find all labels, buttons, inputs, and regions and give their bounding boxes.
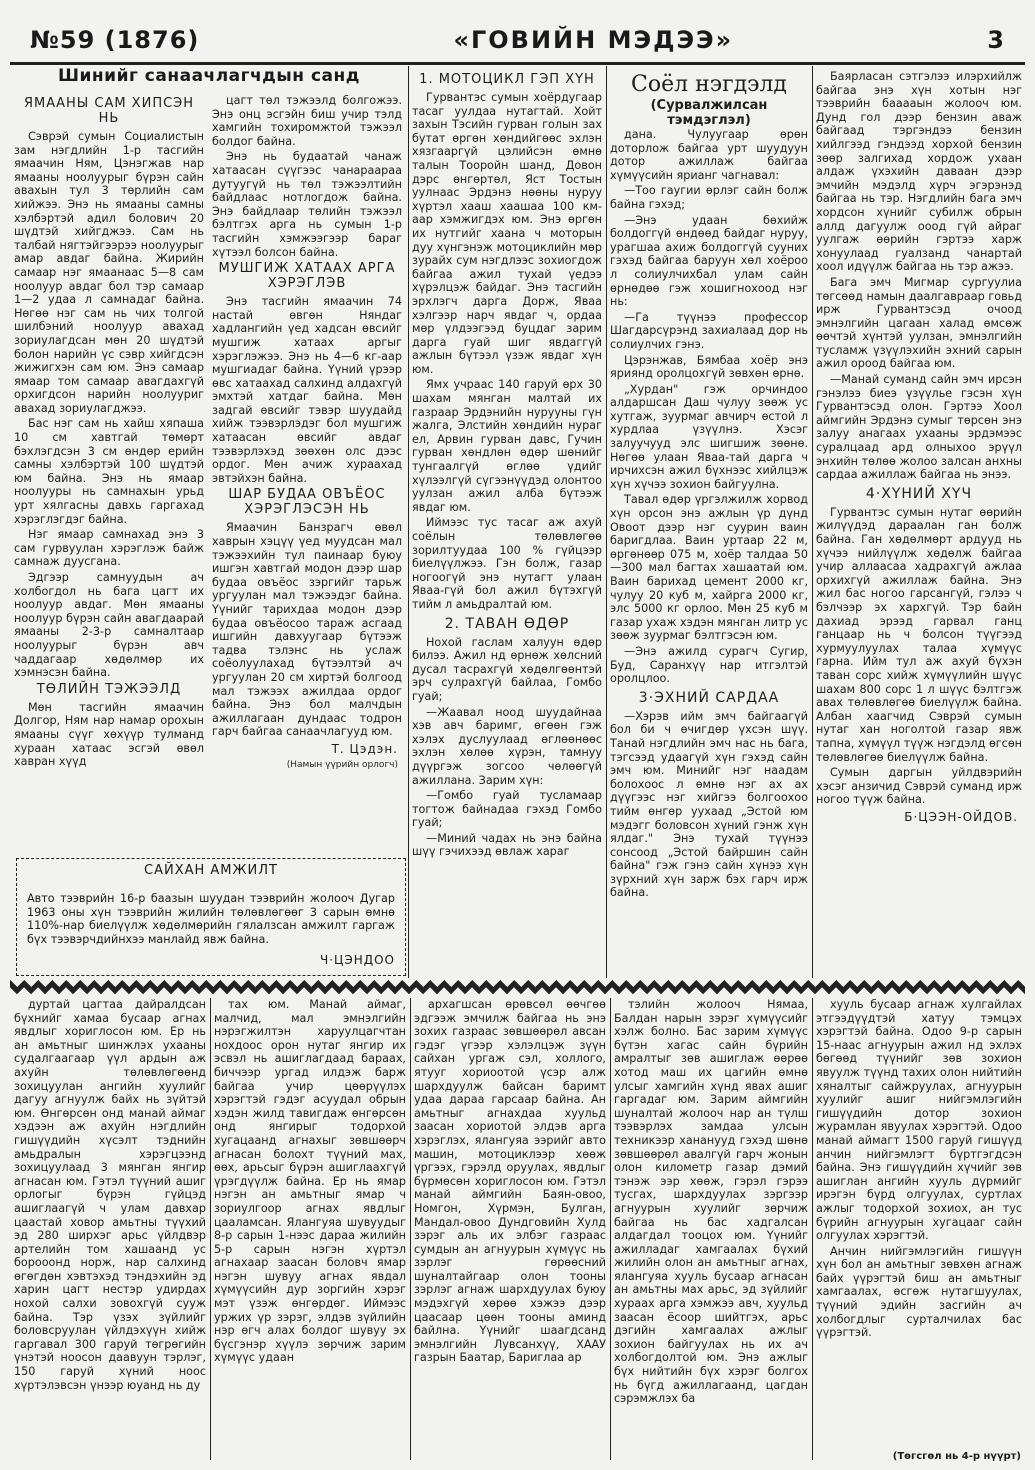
paragraph: „Хурдан" гэж орчиндоо алдаршсан Даш чулуу зөөж ус хутгаж, зуурмаг авчирч өстой л хурдлаа үзүүлнэ. Хэсэг залуучууд элс шигшиж зөөнө. Нөгөө улаан Яваа-тай дарга ч ирчихсэн ажил бүхнээс хийлцэж хүн хүчээ зохион байгуулна.: [610, 382, 808, 491]
box-text: Авто тээврийн 16-р баазын шуудан тээврийн жолооч Дугар 1963 оны хүн тээврийн жилийн төлөвлөгөөг 3 сарын өмнө 110%-нар биелүүлж хөдөлмөрийн гялалзсан амжилт гаргаж бүх тээвэрчдийнхээ манлайд явж байна.: [27, 892, 395, 946]
paragraph: Иймээс тус тасаг аж ахуй соёлын төлөвлөгөө зорилтуудаа 100 % гүйцээр биелүүлжээ. Гэн болж, газар ногоогүй энэ нутагт улаан Яваа-гүй бол ажил бүтэхгүй тийм л амьдралтай юм.: [412, 516, 602, 611]
issue-number: №59 (1876): [30, 26, 200, 54]
column-divider: [210, 998, 211, 1460]
article-title: 2. ТАВАН ӨДӨР: [444, 615, 570, 632]
paragraph: Нэг ямаар самнахад энэ 3 сам гурвуулан хэрэглэж байж самнаж дуусгана.: [14, 528, 204, 569]
lower-column-3: [414, 998, 606, 1458]
paragraph: —Тоо гаугии өрлэг сайн болж байна гэхэд;: [610, 184, 808, 211]
column-d: [610, 70, 808, 976]
page-number: 3: [987, 26, 1005, 54]
column-divider: [812, 998, 813, 1460]
paragraph: дуртай цагтаа дайралдсан бүхнийг хамаа бусаар агнах явдлыг хориглосон юм. Ер нь ан амьтныг шинжлэх ухааны судалгаагаар үүл ардын аж ахуйн төлөвлөгөөнд зохицуулан ангийн хуулийг дагуу агнуулж байх нь зүйтэй юм. Өнгөрсөн онд манай аймаг хэдээн аж ахуйн нэгдлийн гишүүдийн хүсэлт тэднийн амьдралын хэрэгцээнд зохицуулаад 3 мянган янгир агнасан юм. Гэтэл түүний ашиг орлогыг бүрэн гүйцэд ашиглаагүй ч улам давхар цаастай ховор амьтны түүхий эд 280 ширхэг арьс үйлдвэр артелийн том хашаанд ус борооонд норж, нар салхинд өгөгдөн хэвтэхэд тэндэхийн эд харин цагт нестэр удирдах нохой салхи зовохгүй сууж байна. Тэр үзэх зүйлийг боловсруулан үйлдэхүүн хийж гаргавал 300 гаруй төгрөгийн үнэтэй ноосон даавуун тэрлэг, 150 гаруй хүний ноос хүртэлэвсэн үнээр юуанд нь ду: [14, 998, 206, 1392]
paragraph: Сумын даргын уйлдвэрийн хэсэг анзичид Сэврэй суманд ирж ногоо түүж байна.: [816, 766, 1022, 807]
feature-title: Соёл нэгдэлд: [631, 72, 787, 97]
column-divider: [812, 66, 813, 978]
lower-column-4: [614, 998, 808, 1458]
article-title: ЯМААНЫ САМ ХИПСЭН НЬ: [23, 96, 195, 126]
column-divider: [610, 998, 611, 1460]
signature: Т. Цэдэн.: [331, 741, 398, 756]
paragraph: —Жаавал ноод шуудайнаа хэв авч баримг, өгөөн гэж хэлэх дуслуулаад өглөөнөөс эхлэн хөлөө хүрэн, тамнуу дүүргэж зогсоо чөлөөгүй ажиллана. Зарим хүн:: [412, 705, 602, 787]
column-divider: [410, 998, 411, 1460]
box-title: САЙХАН АМЖИЛТ: [144, 863, 278, 878]
paragraph: —Хэрэв ийм эмч байгаагүй бол би ч өчигдөр үхсэн шүү. Танай нэгдлийн эмч нас нь бага, тэгсээд удаагүй хүн гэхэд сайн эмч юм. Минийг нэг наадам болохоос л өмнө нэг ах ах дүүгээс нэг хийгээ болгоохоо тийм өнгөр уухаад „Эстой юм мэдэгг боловсон хүний гэнж хүн ялдаг." Энэ тухай түүнээ сонсоод „Эстой байршин сайн байна" гэж гэнэ сайн хүнээ хүн зүрхний хүн зарж бэх гарч ирж байна.: [610, 709, 808, 900]
box-signature: Ч·ЦЭНДОО: [319, 953, 395, 967]
signature-note: (Намын үүрийн орлогч): [286, 759, 398, 770]
newspaper-title: «ГОВИЙН МЭДЭЭ»: [453, 26, 734, 54]
paragraph: —Манай суманд сайн эмч ирсэн гэнэлээ биеэ үзүүлье гэсэн хүн Гурвантэсэд олон. Гэртээ Хоол аймгийн Эрдэнэ сумыг төрсөн энэ залуу анагаах ухааны эрдэмээс суралцаад ард олныхоо эрүүл энхийн төлөө жолоо залсан анхны сардаа ажиллаж байгаа нь энээ.: [816, 373, 1022, 482]
paragraph: Энэ тасгийн ямаачин 74 настай өвгөн Няндаг хадлангийн үед хадсан өвсийг мушгиж хатаах аргыг хэрэглэжээ. Энэ нь 4—6 кг-аар мушгиадаг байна. Үүний үрээр өвс хатаахад салхинд алдахгүй эмхтэй хатдаг байна. Мөн задгай өвсийг тэвэр шуудайд хийж тээвэрлэдэг бол мушгиж хатаасан өвсийг авдаг тээвэрлэхэд зөөхөн олс дээс ордог. Мөн ачиж хураахад эвтэйхэн байна.: [212, 295, 402, 485]
paragraph: —Гомбо гуай тусламаар тогтож байнадаа гэхэд Гомбо гуай;: [412, 789, 602, 830]
paragraph: Цэрэнжав, Бямбаа хоёр энэ яриянд оролцохгүй зөвхөн өрнө.: [610, 353, 808, 381]
paragraph: Гурвантэс сумын хоёрдугаар тасаг уулдаа нутагтай. Хойт захын Тэсийн гурван голын зах бутат өргөн хөндийгөөс эхлэн хязгааргүй цэлийсэн өмнө талын Тооройн шанд, Довон дэрс өнгөртөл, Яст Тостын уулнаас Эрдэнэ нөөны нуруу хүртэл хааш хаашаа 100 км-аар хэмжигдэх юм. Энэ өргөн их нутгийг хаана ч моторын дуу хүнгэнэж мотоциклийн мөр зурайх сум нэгдлээс зохиогдож байгаа ажил тухай үедээ хүрэлцэж байдаг. Энэ тасгийн эрхлэгч дарга Дорж, Яваа хэлгээр нарч явдаг ч, ордаа мөр үлдээгээд буцдаг зарим дарга гуай шиг явдаггүй ажлын бүтээл үзэж явдаг хүн юм.: [412, 91, 602, 376]
paragraph: архагшсан өрөвсөл өөчгөө эдгээж эмчилж байгаа нь энэ зохих газраас зөвшөөрөл авсан гэдэг үгээр хэлэлцэж зүүн сайхан ургаж сэл, холлого, ятууг хориоотой үсэр алж шархдуулж байсан баримт удаа дараа гарсаар байна. Ан амьтныг агнахдаа хуульд заасан хориотой элдэв арга хэрэглэх, ялангуяа ээрийг авто машин, мотоциклээр хөөж үргээх, гэрэлд оруулах, явдлыг бүрмөсөн хориглосон юм. Гэтэл манай аймгийн Баян-овоо, Номгон, Хүрмэн, Булган, Мандал-овоо Дундговийн Хулд зэрэг аль их элбэг газраас сумдын ан агнуурын хүмүүс нь зэрлэг гөрөөсний шуналтайгаар олон тооны зэрлэг агнаж шархдуулах буюу мэдэхгүй хөрөө хэжээ дээр цаасаар цөөн тооны аминд байлна. Үүнийг шаагдсанд эмнэлгийн Лувсанхүү, ХААУ газрын Баатар, Бариглаа ар: [414, 998, 606, 1365]
paragraph: Бас нэг сам нь хайш хяпаша 10 см хавтгай төмөрт бэхлэгдсэн 3 см өндөр ерийн самны хэлбэртэй 100 шүдтэй юм байна. Энэ нь ямаар ноолууры нь самнахын урьд урт хялгасны давхь гаргахад хэрэглэгдэг байна.: [14, 417, 204, 526]
paragraph: Анчин нийгэмлэгийн гишүүн хүн бол ан амьтныг зөвхөн агнаж байх үүрэгтэй биш ан амьтныг хамгаалах, өсгөж нутагшуулах, түүний эдийн засгийн ач холбогдлыг сурталчилах бас үүрэгтэй.: [816, 1244, 1022, 1340]
paragraph: Нохой гаслам халуун өдөр билээ. Ажил нд өрнөж хөлсний дусал тасрахгүй хөдөлгөөнтэй эрч сулрахгүй байлаа, Гомбо гуай;: [412, 635, 602, 703]
column-e: [816, 70, 1022, 976]
paragraph: Тавал өдөр үргэлжилж хорвод хүн орсон энэ ажлын үр дүнд Овоот дээр нэг суурин ваин баригдлаа. Ваин уртаар 22 м, өргөнөөр 075 м, хоёр талдаа 50—300 мал багтах хашаатай юм. Ваин барихад цемент 2000 кг, чулуу 20 куб м, хайрга 2000 кг, элс 5000 кг орлоо. Мөн 25 куб м газар ухаж хэдэн мянган литр ус зөөж зуурмаг бэлтгэсэн юм.: [610, 493, 808, 643]
lower-column-1: [14, 998, 206, 1458]
column-divider: [408, 66, 409, 978]
paragraph: дана. Чулуугаар өрөн доторлож байгаа урт шуудуун дотор ажиллаж байгаа хүмүүсийн ярианг чагнавал:: [610, 128, 808, 182]
article-title: 1. МОТОЦИКЛ ГЭП ХҮН: [419, 72, 595, 87]
paragraph: —Энэ ажилд сурагч Сугир, Буд, Саранхүү нар итгэлтэй оролцлоо.: [610, 644, 808, 686]
paragraph: —Энэ удаан бөхийж болдоггүй өндөөд байдаг нуруу, урагшаа ахиж болдоггүй сууних гэхэд байгаа баруун хөл хоёроо л солиулчихбал улам сайн өрнөдөө гэж хошигнохоод нэг нь:: [610, 213, 808, 309]
paragraph: хууль бусаар агнаж хулгайлах этгээдүүдтэй хатуу тэмцэх хэрэгтэй байна. Одоо 9-р сарын 15-наас агнуурын ажил нд эхлэх бөгөөд түүнийг зөв зохион явуулж түүнд тахих олон нийтийн хяналтыг сайжруулах, агнуурын хуулийг ашиг нийгэмлэгийн гишүүдийн дотор зохион журамлан явуулах хэрэгтэй. Одоо манай аймагт 1500 гаруй гишүүд анчин нийгэмлэгт бүртгэгдсэн байна. Энэ гишүүдийн хүчийг зөв ашиглан ангийн хууль дүрмийг ирэгэн бүрд олгуулах, суртлах ажлыг тодорхой зохиох, ан тус бүрийн агнуурын хугацааг сайн олгуулах хэрэгтэй.: [816, 998, 1022, 1243]
achievement-box: [16, 858, 406, 976]
paragraph: —Га түүнээ профессор Шагдарсүрэнд захиалаад дор нь солиулчих гэнэ.: [610, 310, 808, 351]
paragraph: Баярласан сэтгэлээ илэрхийлж байгаа энэ хүн хотын нэг тээврийн бааааын жолооч юм. Дунд гол дээр бензин аваж байгаад тэргэндээ бензин хийлгээд гэндээд хорхой бензин зөөр залгихад хордож ухаан алдаж үхэхийн даваан дээр эмчийн мэдэлд хүрч эгэрэнэд байгаа нь тэр. Нэгдлийн бага эмч хордсон хүнийг субилж обрын аллд дагуулж ооод гүй айраг уулгаж өөрийн гэртээ харж хонуулаад гуалзанд чанартай хоол идүүлж байгаа нь тэр ажээ.: [816, 70, 1022, 274]
paragraph: тэлийн жолооч Нямаа, Балдан нарын зэрэг хүмүүсийг хэлж болно. Бас зарим хүмүүс бүтэн хагас сайн бүрийн амралтыг зөв ашиглаж өөрөө хотод маш их цагийн өмнө улсыг хамгийн хүнд явах ашиг гаргадаг юм. Зарим аймгийн шуналтай жолооч нар ан түлш тээвэрлэх замдаа улсын техникээр хананууд гэхэд шөнө зөвшөөрөл авалгүй гарч жонын олон километр газар дэмий тэнэж ээр хөөж, гэрэл гэрээ тусгах, шархдуулах зэргээр агнуурын хуулийг зөрчиж байгаа нь бас хадгалсан алдагдал тооцох юм. Үүнийг ажилладаг хамгаалах бүхий жилийн олон ан амьтныг агнах, ялангуяа хууль бусаар агнасан ан амьтны мах арьс, эд зүйлийг хураах арга хэмжээ авч, хуульд заасан ёсоор шийтгэх, арьс дэгийн хамгаалах ажлыг зохион байгуулах нь их ач холбогдолтой юм. Энэ ажлыг бүх нийтийн бүх хэрэг болгох нь бүгд ажиллагаанд, цагдан сэрэмжлэх ба: [614, 998, 808, 1406]
article-title: 4·ХҮНИЙ ХҮЧ: [865, 485, 973, 502]
masthead-rule: [10, 62, 1025, 65]
column-c: [412, 70, 602, 976]
feature-subtitle: (Сурвалжилсан тэмдэглэл): [650, 98, 768, 128]
paragraph: Энэ нь будаатай чанаж хатаасан сүүгээс чанараараа дутуугүй нь төл тэжээлтийн байдлаас нотлогдож байна. Энэ байдлаар төлийн тэжээл бэлтгэх арга нь сумын 1-р тасгийн хэмжээгээр бараг хүтээл болсон байна.: [212, 150, 402, 259]
lower-column-5: [816, 998, 1022, 1438]
column-b: [212, 94, 402, 854]
article-title: МУШГИЖ ХАТААХ АРГА ХЭРЭГЛЭВ: [218, 261, 396, 292]
paragraph: Мөн тасгийн ямаачин Долгор, Ням нар намар орохын ямааны сүүг хөхүүр тулманд хураан хатаас эсгэй өвөл хавран хүүд: [14, 700, 204, 769]
paragraph: Ямаачин Банзрагч өвөл хаврын хэцүү үед муудсан мал тэжээхийн тул паинаар буюу ишгэн хавтгай модон дээр шар будаа овъёос зэргийг тарьж ургуулан мал тэжээдэг байна. Үүнийг тарихдаа модон дээр будаа овъёосоо тараж асгаад ишгийн давхуугаар бүтээж тадва тэлэнс нь услаж соёолуулахад бүтээлтэй ач ургуулан 20 см хиртэй болгоод мал тэжээх ажилдаа ордог байна. Энэ бол малчдын ажиллагаан дундаас тодрон гарч байгаа санаачлагууд юм.: [212, 521, 402, 739]
article-title: 3·ЭХНИЙ САРДАА: [638, 689, 780, 706]
paragraph: —Миний чадах нь энэ байна шүү гэчихээд өвлаж хараг: [412, 831, 602, 859]
article-title: ШАР БУДАА ОВЪЁОС ХЭРЭГЛЭСЭН НЬ: [228, 487, 386, 518]
decorative-border: [10, 980, 1025, 994]
masthead: [30, 22, 1005, 58]
paragraph: Ямх учраас 140 гаруй өрх 30 шахам мянган малтай их газраар Эрдэнийн нурууны гүн жалга, Элстийн хөндийн нураг ел, Арвин гурван давс, Гучин гурван хөндлөн өдөр шөнийг тунгаалгүй өглөө үдийг хүлээлгүй сүгээнүүдэд олонтоо уулзан ажил алба бүтээж явдаг юм.: [412, 378, 602, 514]
paragraph: Бага эмч Мигмар сургуулиа төгсөөд намын даалгавраар говьд ирж Гурвантэсэд очоод эмнэлгийн цагаан халад өмсөж өөчтэй хүнтэй уулзан, эмнэлгийн тусламж үзүүлэхийн эхний сарын ажил ороод байгаа юм.: [816, 275, 1022, 371]
paragraph: Гурвантэс сумын нутаг өөрийн жилүүдэд дараалан ган болж байна. Ган хөдөлмөрт ардууд нь хүчээ нийлүүлж хөдөлж байгаа учир аллаасаа хадрахгүй ажлаа орхихгүй ажиллаж байна. Энэ жил бас ногоо гарсангүй, гэлээ ч бэлчээр эх хархгүй. Тэр байн дахиад эрээд гарвал ганц ганцаар нь ч болсон түүгээд хурмуулуулах талаа хүмүүс гарна. Ийм тул аж ахуй бүхэн таван сорс хийж хүмүүлийн шүүс шахам 800 сорс 1 л шүүс бэлтгэж авах төлөвлөгөө биелүүлж байна. Албан хаагчид Сэврэй сумын нутаг хан ноголтой газар явж тапна, хүмүүл түүж нэгдэлд өгсөн төлөвлөгөө биелүүлж байна.: [816, 505, 1022, 764]
article-title: ТӨЛИЙН ТЭЖЭЭЛД: [36, 681, 182, 697]
lower-column-2: [214, 998, 406, 1458]
continuation-note: (Төгсгөл нь 4-р нүүрт): [892, 1451, 1021, 1462]
section-heading: Шинийг санаачлагчдын санд: [58, 66, 360, 86]
paragraph: тах юм. Манай аймаг, малчид, мал эмнэлгийн нэрэгжилтэн харуулцагчтан нохдоос орон нутаг янгир их эсвэл нь ашиглагдаад бараах, биччээр ургад илдэж барж байгаа учир цөөрүүлэх хэрэгтэй гэдэг асуудал обрын хэдэн жилд тавигдаж өнгөрсөн онд янгирыг тодорхой хугацаанд агнахыг зөвшөөрч агнасан болохт түүний мах, өөх, арьсыг бүрэн ашиглаахгүй үрэгдүүлж байна. Ер нь ямар нэгэн ан амьтныг ямар ч зориулгоор агнах явдлыг цааламсан. Ялангуяа шувуудыг 8-р сарын 1-нээс дараа жилийн 5-р сарын нэгэн хүртэл агнахаар заасан боловч ямар нэгэн шувуу агнах явдал хүмүүсийн дур зоргийн хэрэг мэт үзэж өнгөрдөг. Иймээс уржих үр зэрэг, элдэв зүйлийн нэр өгч алах болдог шувуу эх бүсгэнэр хүүлэ зөрчиж зарим хүмүүс удаан: [214, 998, 406, 1365]
paragraph: цагт төл тэжээлд болгожээ. Энэ онц эсгэйн биш учир тэлд хамгийн тохиромжтой тэжээл болдог байна.: [212, 94, 402, 148]
signature: Б·ЦЭЭН-ОЙДОВ.: [904, 809, 1018, 824]
column-divider: [606, 66, 607, 978]
column-a: [14, 94, 204, 854]
paragraph: Сэврэй сумын Социалистын зам нэгдлийн 1-р тасгийн ямаачин Ням, Цэнэгжав нар ямааны ноолуурыг бүрэн сайн авахын тул 3 төрлийн сам хийжээ. Энэ нь ямааны самны хэлбэртэй адил болович 20 шүдтэй хийгджээ. Сам нь талбай нягтэйгээрээ ноолуурыг амар авдаг байна. Жирийн самаар нэг ямаанаас 5—8 сам ноолуур авдаг бол тэр самаар 1—2 удаа л самнадаг байна. Нөгөө нэг сам нь чих толгой шилбэний ноолуур авахад зориулагдсан мөн 20 шүдтэй болон нарийн үс сэвр хийгдсэн жижигхэн сам юм. Энэ самаар ямаар том самаар авагдахгүй орхигдсон нарийн ноолууриг авахад зориулагджээ.: [14, 130, 204, 415]
paragraph: Эдгээр самнуудын ач холбогдол нь бага цагт их ноолуур авдаг. Мөн ямааны ноолуур бүрэн сайн авагдаарай ямааны 2-3-р самналтаар ноолуурыг бүрэн авч чаддагаар хөдөлмөр их хэмнэсэн байна.: [14, 571, 204, 680]
